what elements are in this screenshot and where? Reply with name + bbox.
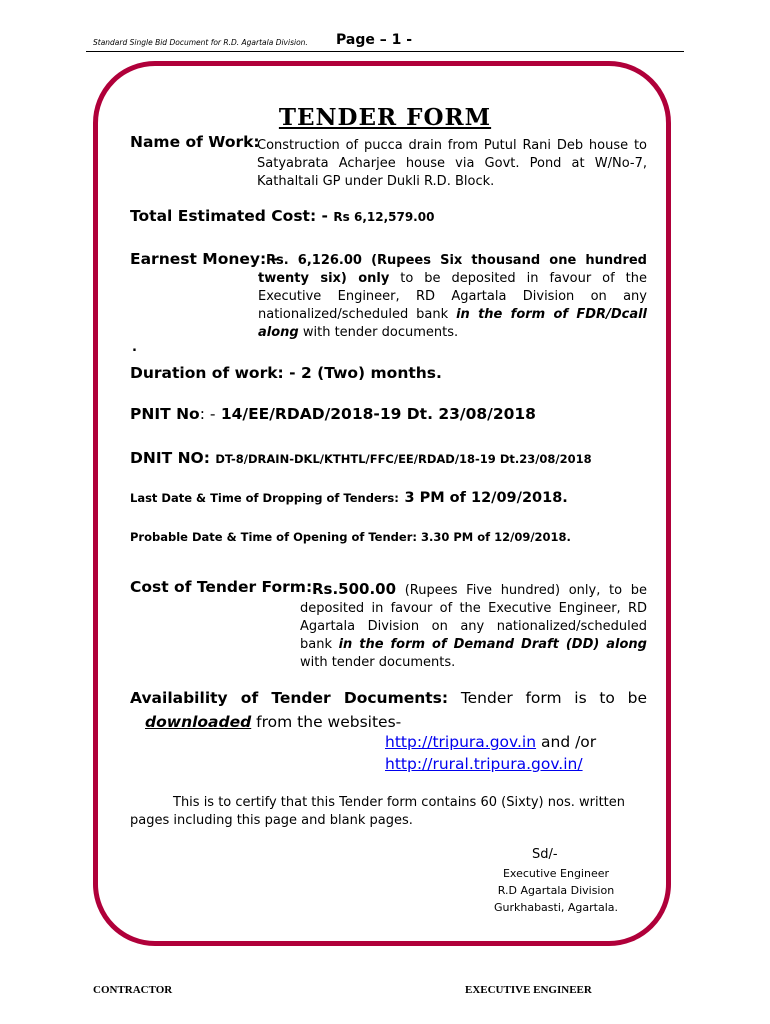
signature-sd: Sd/- (532, 847, 558, 862)
tender-cost-value: Rs.500.00 (Rupees Five hundred) only, to be deposited in favour of the Executive Engineer, RD Agartala Division on any nationalized/scheduled bank in the form of Demand Draft (DD) along with tender documents. (300, 580, 647, 670)
footer-contractor: CONTRACTOR (93, 984, 173, 996)
earnest-money-amount: Rs. 6,126.00 (Rupees Six thousand one hundred twenty six) only (258, 253, 647, 286)
tender-cost-label: Cost of Tender Form: (130, 578, 313, 596)
last-date-value: 3 PM of 12/09/2018. (404, 490, 568, 506)
availability-line: Availability of Tender Documents: Tender form is to be (130, 689, 647, 707)
tender-cost-amount: Rs.500.00 (312, 580, 397, 598)
name-of-work-label: Name of Work: (130, 133, 260, 151)
signature-division: R.D Agartala Division (497, 884, 615, 897)
rural-tripura-link[interactable]: http://rural.tripura.gov.in/ (385, 755, 583, 773)
header-document-name: Standard Single Bid Document for R.D. Agartala Division. (93, 38, 308, 47)
dnit-number: DNIT NO: DT-8/DRAIN-DKL/KTHTL/FFC/EE/RDAD/18-19 Dt.23/08/2018 (130, 449, 592, 467)
dnit-value: DT-8/DRAIN-DKL/KTHTL/FFC/EE/RDAD/18-19 Dt.23/08/2018 (215, 452, 592, 466)
separator-dot: . (132, 340, 137, 355)
pnit-value: 14/EE/RDAD/2018-19 Dt. 23/08/2018 (220, 405, 536, 423)
website-line-2 (385, 755, 583, 773)
tender-cost-form: in the form of Demand Draft (DD) along (338, 637, 647, 652)
tripura-gov-link[interactable]: http://tripura.gov.in (385, 733, 537, 751)
page-title: TENDER FORM (278, 104, 492, 131)
earnest-money-label: Earnest Money: - (130, 250, 279, 268)
footer-executive-engineer: EXECUTIVE ENGINEER (465, 984, 592, 996)
earnest-money-value: Rs. 6,126.00 (Rupees Six thousand one hundred twenty six) only to be deposited in favour of the Executive Engineer, RD Agartala Division on any nationalized/scheduled bank in the form of FDR/Dcall along with tender documents. (258, 253, 647, 340)
pnit-number: PNIT No: - 14/EE/RDAD/2018-19 Dt. 23/08/2018 (130, 405, 536, 423)
certification-text: This is to certify that this Tender form contains 60 (Sixty) nos. written pages including this page and blank pages. (130, 795, 626, 828)
signature-address: Gurkhabasti, Agartala. (493, 901, 619, 914)
availability-label: Availability of Tender Documents: (130, 689, 449, 707)
opening-date: Probable Date & Time of Opening of Tender: 3.30 PM of 12/09/2018. (130, 530, 571, 544)
name-of-work-value: Construction of pucca drain from Putul Rani Deb house to Satyabrata Acharjee house via Govt. Pond at W/No-7, Kathaltali GP under Dukli R.D. Block. (257, 138, 647, 189)
earnest-money-form: in the form of FDR/Dcall along (258, 307, 647, 340)
total-cost-label: Total Estimated Cost: - Rs 6,12,579.00 (130, 207, 435, 225)
header-rule (86, 51, 684, 52)
downloaded-word: downloaded (145, 713, 252, 731)
availability-line-2: downloaded from the websites- (145, 713, 402, 731)
duration-of-work: Duration of work: - 2 (Two) months. (130, 364, 442, 382)
signature-block (470, 865, 642, 916)
signature-title: Executive Engineer (502, 867, 610, 880)
total-cost-value: Rs 6,12,579.00 (333, 210, 435, 224)
header-page-number: Page – 1 - (336, 32, 413, 48)
website-line-1: http://tripura.gov.in and /or (385, 733, 597, 751)
last-date-dropping: Last Date & Time of Dropping of Tenders: 3 PM of 12/09/2018. (130, 490, 568, 506)
